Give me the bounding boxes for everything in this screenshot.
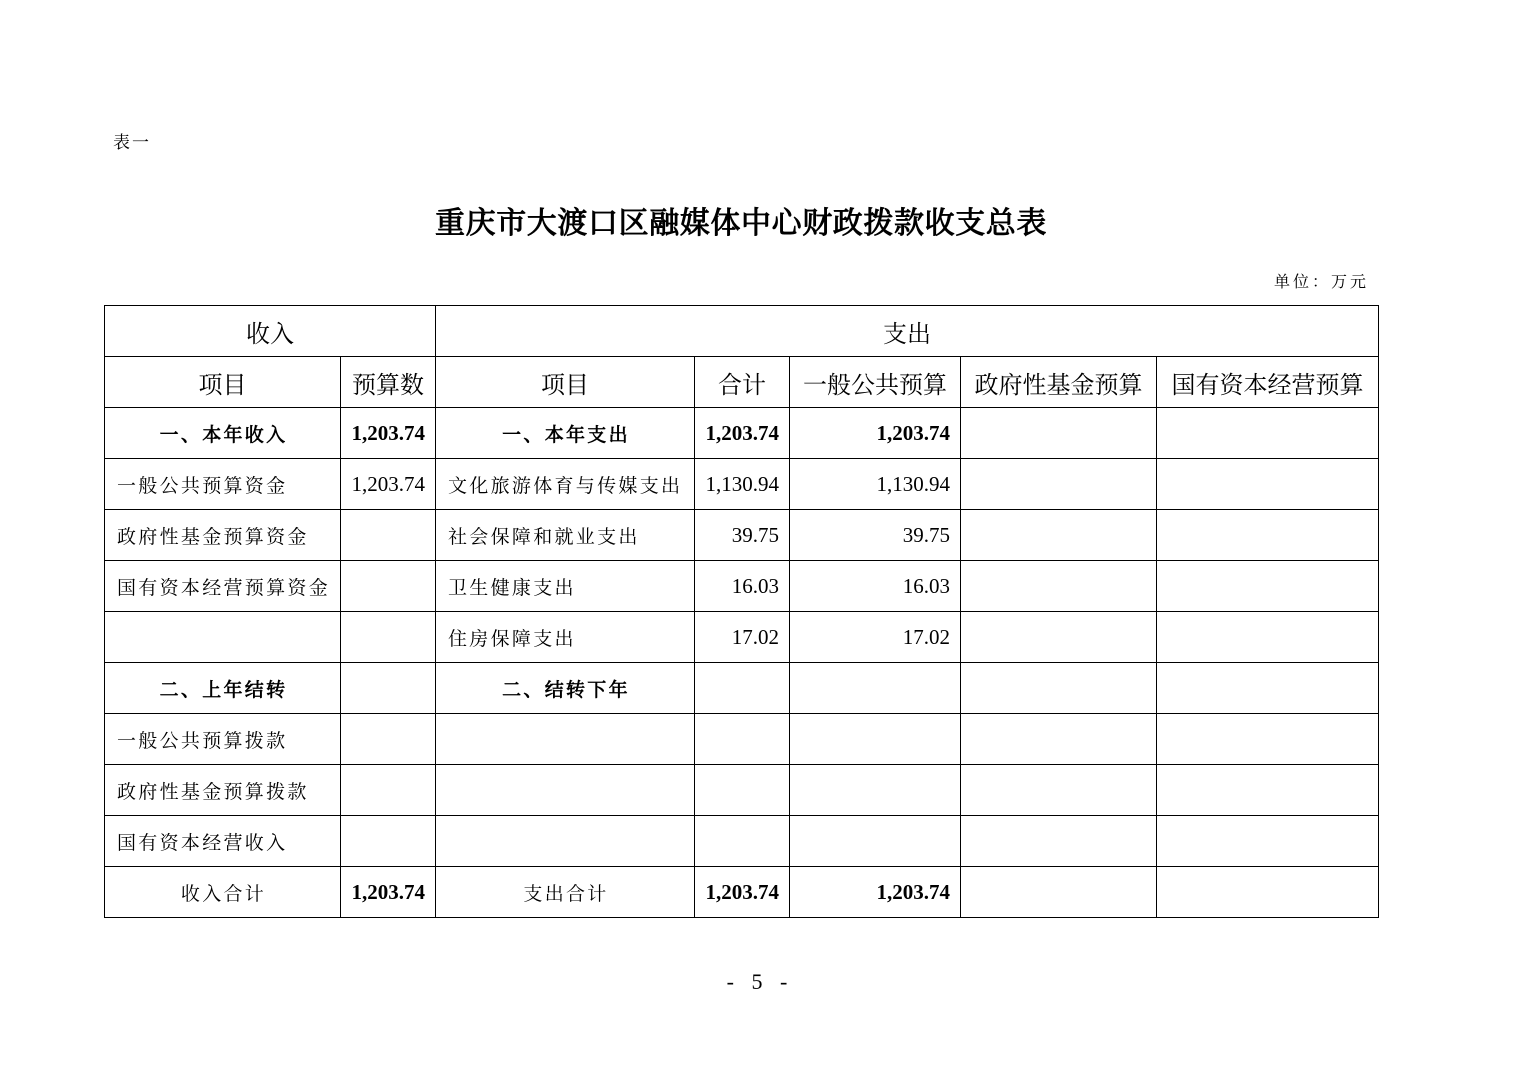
expense-total-cell: 39.75 (695, 510, 790, 561)
state-capital-total-value (1157, 867, 1379, 918)
page-title: 重庆市大渡口区融媒体中心财政拨款收支总表 (435, 206, 1047, 241)
expense-item-cell: 社会保障和就业支出 (436, 510, 695, 561)
income-budget-cell (341, 612, 436, 663)
column-header-row (105, 357, 1379, 408)
government-fund-budget-cell (961, 459, 1157, 510)
table-row (105, 816, 1379, 867)
column-header-expense-item: 项目 (436, 357, 695, 408)
column-header-income-item: 项目 (105, 357, 341, 408)
income-item-cell (105, 612, 341, 663)
income-budget-cell (341, 816, 436, 867)
income-budget-cell (341, 714, 436, 765)
government-fund-budget-cell (961, 663, 1157, 714)
government-fund-total-value (961, 867, 1157, 918)
table-row (105, 510, 1379, 561)
general-public-budget-cell: 16.03 (790, 561, 961, 612)
state-capital-budget-cell (1157, 816, 1379, 867)
expense-total-cell (695, 714, 790, 765)
income-budget-cell (341, 510, 436, 561)
table-row (105, 459, 1379, 510)
expense-item-cell (436, 765, 695, 816)
table-row (105, 765, 1379, 816)
income-budget-cell (341, 765, 436, 816)
income-item-cell: 二、上年结转 (105, 663, 341, 714)
expense-item-cell: 卫生健康支出 (436, 561, 695, 612)
expense-total-cell: 16.03 (695, 561, 790, 612)
column-header-income-budget: 预算数 (341, 357, 436, 408)
table-label: 表一 (113, 133, 151, 153)
expense-total-value: 1,203.74 (695, 867, 790, 918)
table-row (105, 612, 1379, 663)
income-item-cell: 国有资本经营预算资金 (105, 561, 341, 612)
expense-item-cell: 住房保障支出 (436, 612, 695, 663)
state-capital-budget-cell (1157, 408, 1379, 459)
general-public-budget-cell: 39.75 (790, 510, 961, 561)
state-capital-budget-cell (1157, 663, 1379, 714)
state-capital-budget-cell (1157, 612, 1379, 663)
income-item-cell: 政府性基金预算拨款 (105, 765, 341, 816)
state-capital-budget-cell (1157, 459, 1379, 510)
income-item-cell: 一般公共预算资金 (105, 459, 341, 510)
income-group-header: 收入 (105, 306, 436, 357)
income-total-value: 1,203.74 (341, 867, 436, 918)
income-item-cell: 政府性基金预算资金 (105, 510, 341, 561)
expense-total-cell (695, 765, 790, 816)
income-item-cell: 一般公共预算拨款 (105, 714, 341, 765)
income-budget-cell: 1,203.74 (341, 459, 436, 510)
expense-group-header: 支出 (436, 306, 1379, 357)
expense-item-cell (436, 714, 695, 765)
table-row (105, 714, 1379, 765)
column-header-general-public: 一般公共预算 (790, 357, 961, 408)
unit-label: 单位：万元 (1273, 272, 1369, 291)
table-row (105, 561, 1379, 612)
general-public-budget-cell: 1,203.74 (790, 408, 961, 459)
general-public-budget-cell (790, 765, 961, 816)
group-header-row (105, 306, 1379, 357)
totals-row (105, 867, 1379, 918)
general-public-budget-cell: 1,130.94 (790, 459, 961, 510)
page-number: - 5 - (726, 969, 794, 994)
expense-item-cell: 文化旅游体育与传媒支出 (436, 459, 695, 510)
expense-item-cell (436, 816, 695, 867)
government-fund-budget-cell (961, 612, 1157, 663)
income-budget-cell (341, 561, 436, 612)
table-row (105, 663, 1379, 714)
general-public-budget-cell (790, 816, 961, 867)
state-capital-budget-cell (1157, 561, 1379, 612)
expense-total-cell: 1,130.94 (695, 459, 790, 510)
column-header-total: 合计 (695, 357, 790, 408)
government-fund-budget-cell (961, 816, 1157, 867)
column-header-state-capital: 国有资本经营预算 (1157, 357, 1379, 408)
government-fund-budget-cell (961, 561, 1157, 612)
expense-item-cell: 二、结转下年 (436, 663, 695, 714)
general-public-budget-cell (790, 663, 961, 714)
income-total-label: 收入合计 (105, 867, 341, 918)
general-public-total-value: 1,203.74 (790, 867, 961, 918)
income-budget-cell (341, 663, 436, 714)
budget-summary-table (104, 305, 1379, 918)
income-item-cell: 国有资本经营收入 (105, 816, 341, 867)
table-row (105, 408, 1379, 459)
general-public-budget-cell (790, 714, 961, 765)
general-public-budget-cell: 17.02 (790, 612, 961, 663)
expense-total-cell: 17.02 (695, 612, 790, 663)
government-fund-budget-cell (961, 510, 1157, 561)
expense-item-cell: 一、本年支出 (436, 408, 695, 459)
expense-total-label: 支出合计 (436, 867, 695, 918)
state-capital-budget-cell (1157, 510, 1379, 561)
government-fund-budget-cell (961, 408, 1157, 459)
expense-total-cell (695, 663, 790, 714)
state-capital-budget-cell (1157, 765, 1379, 816)
column-header-government-fund: 政府性基金预算 (961, 357, 1157, 408)
state-capital-budget-cell (1157, 714, 1379, 765)
income-budget-cell: 1,203.74 (341, 408, 436, 459)
government-fund-budget-cell (961, 765, 1157, 816)
income-item-cell: 一、本年收入 (105, 408, 341, 459)
expense-total-cell (695, 816, 790, 867)
expense-total-cell: 1,203.74 (695, 408, 790, 459)
government-fund-budget-cell (961, 714, 1157, 765)
